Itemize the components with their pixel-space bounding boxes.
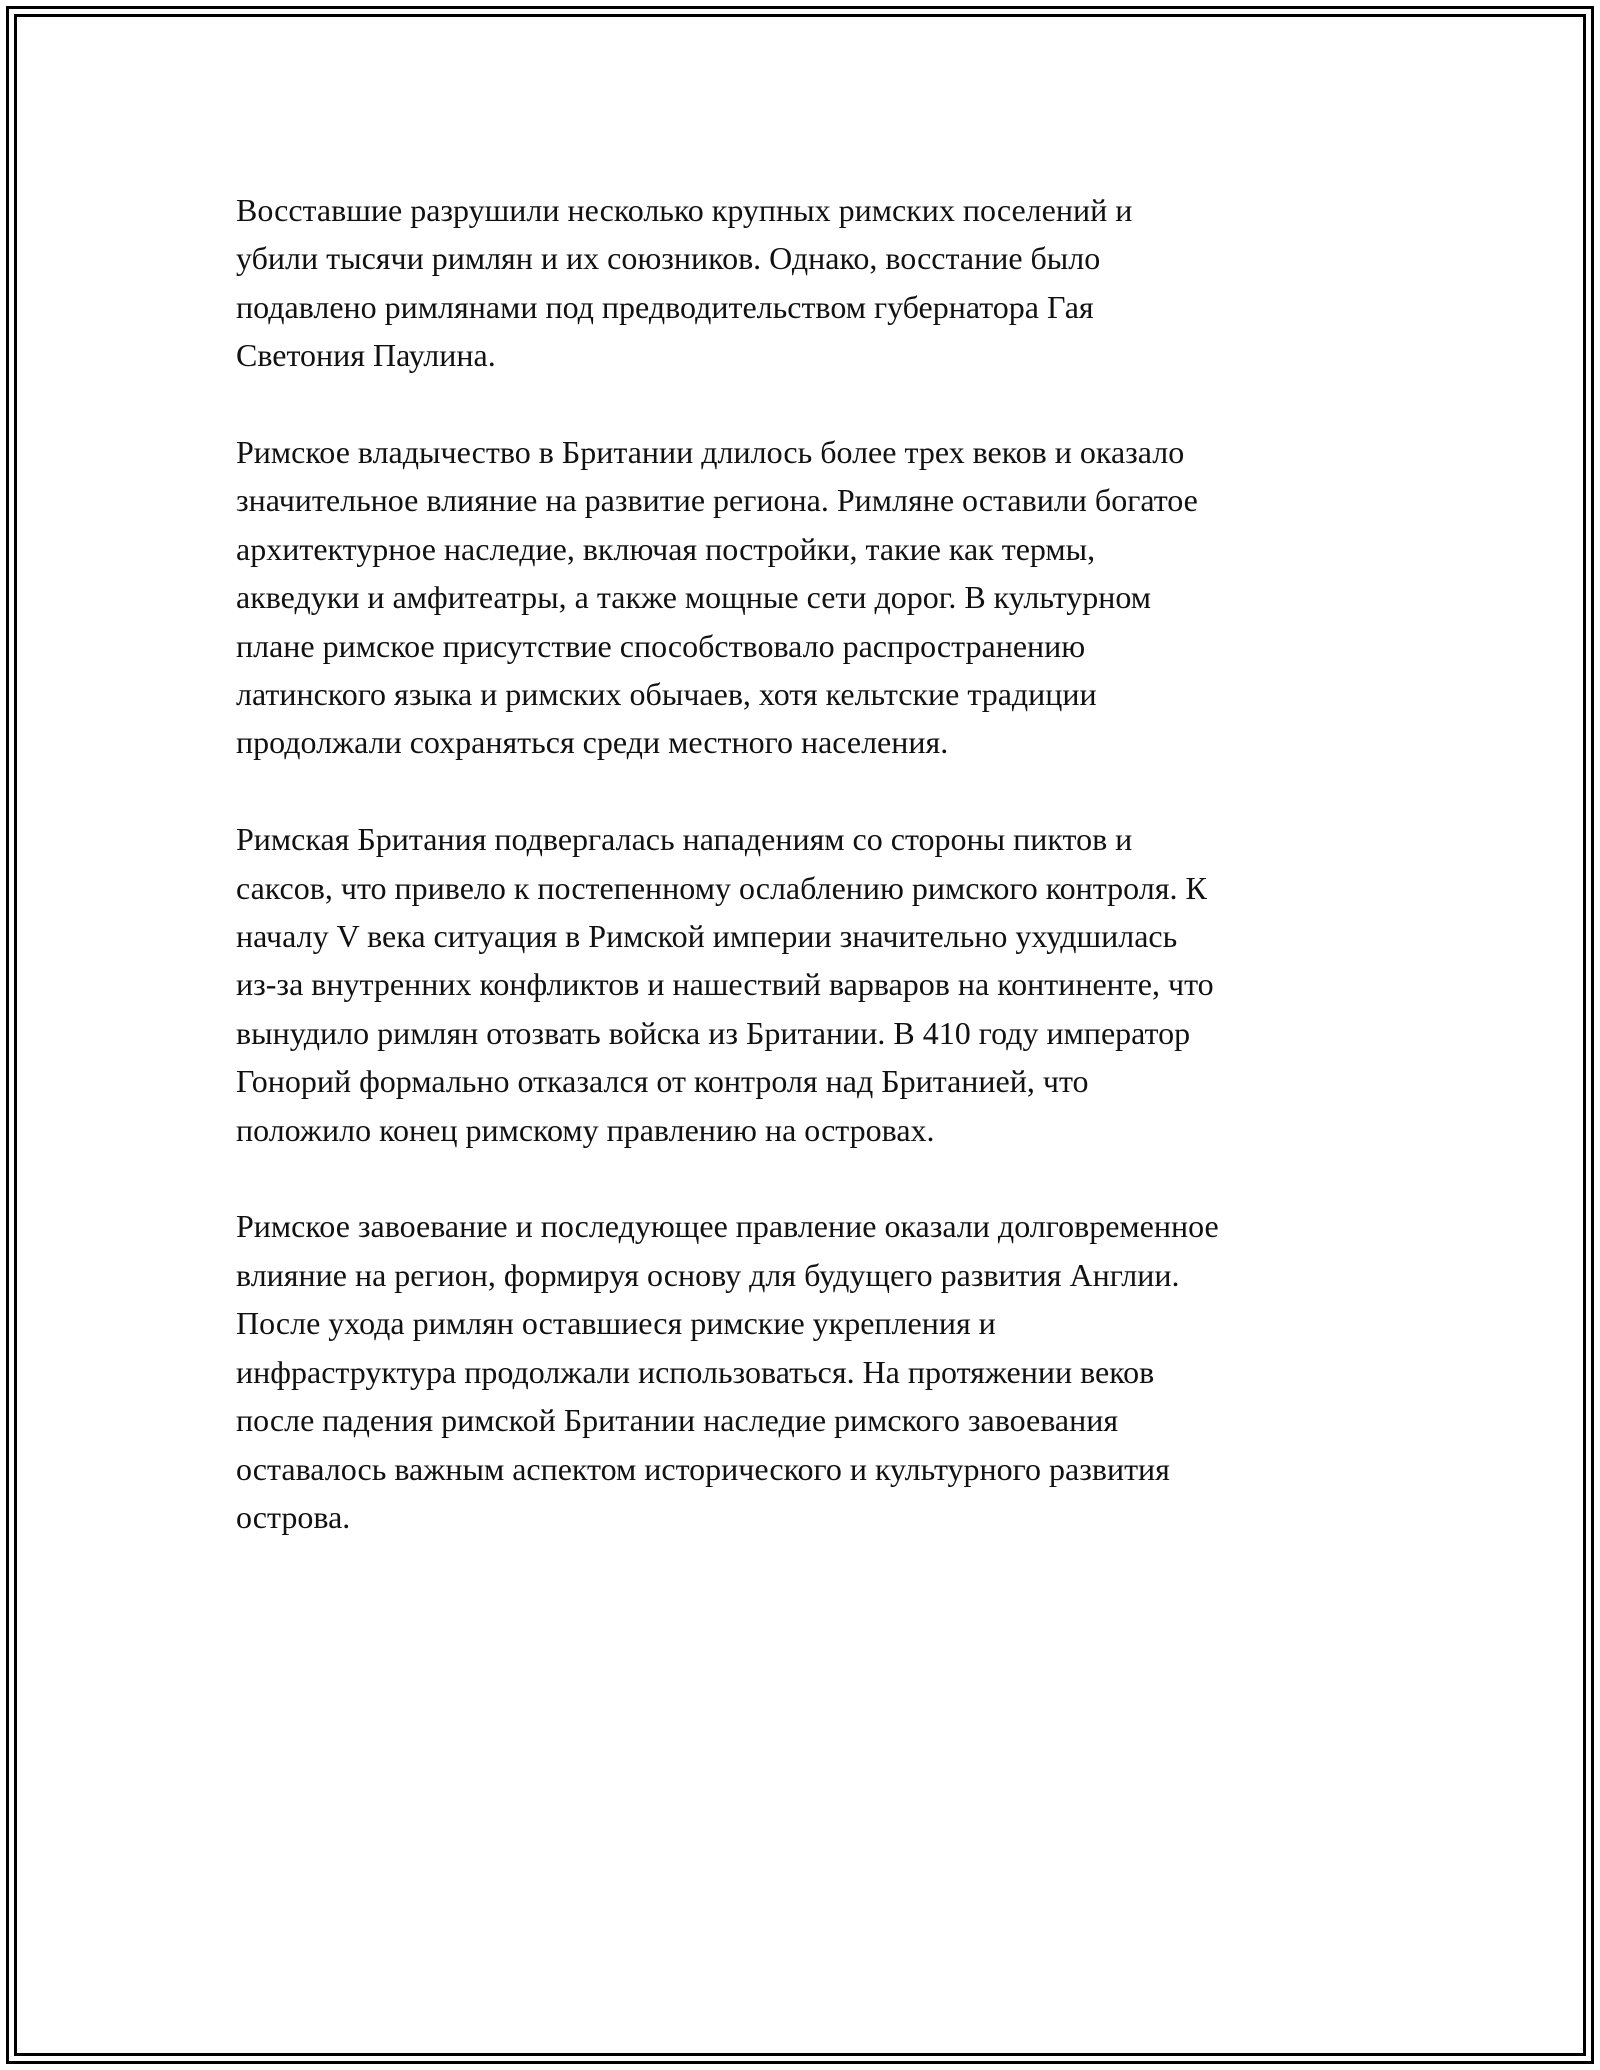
paragraph-1 [236,186,1366,380]
text-line: акведуки и амфитеатры, а также мощные сети дорог. В культурном [236,579,1152,616]
text-line: плане римское присутствие способствовало распространению [236,627,1086,664]
text-line: Римское владычество в Британии длилось более трех веков и оказало [236,434,1185,471]
paragraph-2 [236,428,1366,767]
text-line: продолжали сохраняться среди местного населения. [236,724,949,761]
text-line: инфраструктура продолжали использоваться. На протяжении веков [236,1353,1155,1390]
text-line: Римская Британия подвергалась нападениям со стороны пиктов и [236,821,1133,858]
text-line: острова. [236,1498,351,1535]
text-line: положило конец римскому правлению на островах. [236,1111,935,1148]
document-body [236,186,1366,1590]
text-line: Римское завоевание и последующее правление оказали долговременное [236,1208,1219,1245]
text-line: из-за внутренних конфликтов и нашествий варваров на континенте, что [236,966,1214,1003]
text-line: началу V века ситуация в Римской империи значительно ухудшилась [236,918,1178,955]
text-line: значительное влияние на развитие региона. Римляне оставили богатое [236,482,1198,519]
text-line: убили тысячи римлян и их союзников. Однако, восстание было [236,240,1101,277]
text-line: влияние на регион, формируя основу для будущего развития Англии. [236,1256,1180,1293]
text-line: латинского языка и римских обычаев, хотя кельтские традиции [236,676,1097,713]
text-line: Восставшие разрушили несколько крупных римских поселений и [236,192,1133,228]
text-line: оставалось важным аспектом исторического и культурного развития [236,1450,1170,1487]
paragraph-3 [236,815,1366,1154]
paragraph-4 [236,1202,1366,1541]
text-line: После ухода римлян оставшиеся римские укрепления и [236,1305,996,1342]
text-line: вынудило римлян отозвать войска из Британии. В 410 году император [236,1014,1191,1051]
text-line: после падения римской Британии наследие римского завоевания [236,1402,1119,1439]
text-line: Светония Паулина. [236,337,496,374]
text-line: Гонорий формально отказался от контроля над Британией, что [236,1063,1089,1100]
text-line: архитектурное наследие, включая постройки, такие как термы, [236,530,1096,567]
text-line: подавлено римлянами под предводительством губернатора Гая [236,288,1094,325]
text-line: саксов, что привело к постепенному ослаблению римского контроля. К [236,869,1207,906]
